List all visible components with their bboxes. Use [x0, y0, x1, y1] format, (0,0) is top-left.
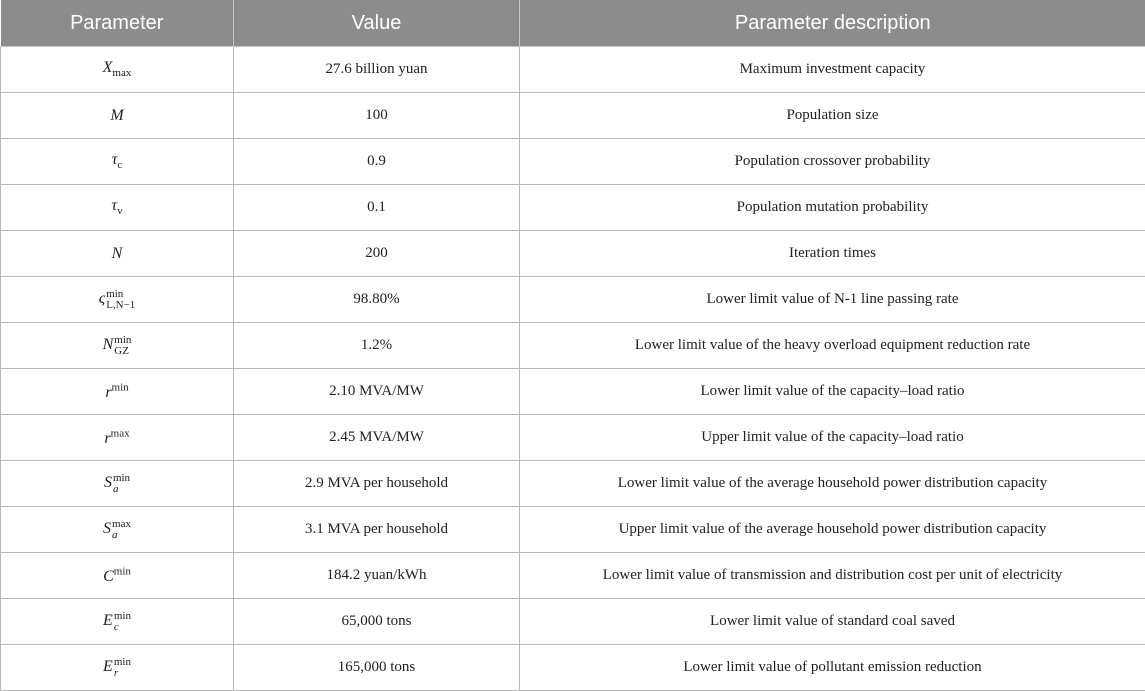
table-row — [1, 139, 1145, 185]
parameter-cell — [1, 645, 234, 691]
parameter-cell — [1, 369, 234, 415]
symbol-superscript: min — [106, 289, 135, 300]
value-cell: 165,000 tons — [234, 645, 520, 691]
parameter-cell — [1, 599, 234, 645]
table-row — [1, 461, 1145, 507]
table-row — [1, 645, 1145, 691]
symbol-base: S — [104, 474, 112, 491]
symbol-superscript: max — [112, 519, 131, 530]
description-cell: Upper limit value of the average household power distribution capacity — [520, 507, 1145, 553]
symbol-subscript: r — [114, 668, 131, 679]
symbol-base: τ — [111, 197, 117, 214]
description-cell: Upper limit value of the capacity–load ratio — [520, 415, 1145, 461]
symbol-base: ς — [99, 290, 106, 307]
symbol-subscript: c — [114, 622, 131, 633]
parameter-cell — [1, 415, 234, 461]
table-row — [1, 93, 1145, 139]
symbol-superscript: min — [112, 381, 129, 393]
description-cell: Lower limit value of standard coal saved — [520, 599, 1145, 645]
parameter-cell — [1, 231, 234, 277]
parameter-symbol — [103, 612, 131, 629]
symbol-superscript: max — [111, 427, 130, 439]
parameter-cell — [1, 185, 234, 231]
parameter-symbol — [103, 658, 131, 675]
parameter-cell — [1, 507, 234, 553]
parameter-symbol — [105, 384, 128, 401]
description-cell: Population crossover probability — [520, 139, 1145, 185]
value-cell: 2.10 MVA/MW — [234, 369, 520, 415]
description-cell: Lower limit value of the capacity–load ratio — [520, 369, 1145, 415]
symbol-scripts — [114, 611, 131, 633]
description-cell: Lower limit value of the average household power distribution capacity — [520, 461, 1145, 507]
table-row — [1, 231, 1145, 277]
value-cell: 184.2 yuan/kWh — [234, 553, 520, 599]
description-cell: Population mutation probability — [520, 185, 1145, 231]
parameter-symbol — [104, 474, 130, 491]
symbol-superscript: min — [114, 657, 131, 668]
value-cell: 0.1 — [234, 185, 520, 231]
symbol-base: E — [103, 658, 113, 675]
header-description: Parameter description — [520, 0, 1145, 47]
symbol-base: C — [103, 568, 114, 585]
symbol-scripts — [114, 335, 131, 357]
header-row — [1, 0, 1145, 47]
parameter-cell — [1, 553, 234, 599]
parameter-symbol — [103, 59, 132, 76]
parameter-symbol — [110, 107, 123, 124]
symbol-subscript: c — [117, 160, 122, 172]
parameter-cell — [1, 139, 234, 185]
symbol-superscript: min — [114, 611, 131, 622]
parameter-symbol — [103, 336, 132, 353]
table-header — [1, 0, 1145, 47]
symbol-subscript: GZ — [114, 346, 131, 357]
parameter-cell — [1, 93, 234, 139]
symbol-superscript: min — [114, 565, 131, 577]
value-cell: 100 — [234, 93, 520, 139]
symbol-scripts — [114, 657, 131, 679]
symbol-scripts — [113, 473, 130, 495]
symbol-subscript: L,N−1 — [106, 300, 135, 311]
symbol-base: r — [104, 430, 110, 447]
value-cell: 0.9 — [234, 139, 520, 185]
table-row — [1, 277, 1145, 323]
symbol-base: E — [103, 612, 113, 629]
symbol-superscript: min — [113, 473, 130, 484]
symbol-subscript: v — [117, 206, 123, 218]
value-cell: 27.6 billion yuan — [234, 47, 520, 93]
parameter-symbol — [112, 245, 123, 262]
table-row — [1, 323, 1145, 369]
table-row — [1, 599, 1145, 645]
symbol-base: N — [103, 336, 114, 353]
table-row — [1, 553, 1145, 599]
description-cell: Lower limit value of N-1 line passing rate — [520, 277, 1145, 323]
parameter-cell — [1, 277, 234, 323]
symbol-base: X — [103, 59, 113, 76]
table-row — [1, 185, 1145, 231]
description-cell: Lower limit value of the heavy overload equipment reduction rate — [520, 323, 1145, 369]
symbol-base: r — [105, 384, 111, 401]
symbol-scripts — [106, 289, 135, 311]
description-cell: Iteration times — [520, 231, 1145, 277]
symbol-subscript: max — [112, 68, 131, 80]
parameter-cell — [1, 47, 234, 93]
parameter-symbol — [103, 520, 131, 537]
symbol-base: M — [110, 107, 123, 124]
table-body — [1, 47, 1145, 691]
description-cell: Population size — [520, 93, 1145, 139]
value-cell: 1.2% — [234, 323, 520, 369]
description-cell: Lower limit value of pollutant emission reduction — [520, 645, 1145, 691]
parameter-symbol — [99, 290, 136, 307]
symbol-subscript: a — [112, 530, 131, 541]
value-cell: 98.80% — [234, 277, 520, 323]
value-cell: 3.1 MVA per household — [234, 507, 520, 553]
value-cell: 200 — [234, 231, 520, 277]
value-cell: 2.45 MVA/MW — [234, 415, 520, 461]
table-row — [1, 507, 1145, 553]
symbol-scripts — [112, 519, 131, 541]
symbol-base: τ — [112, 151, 118, 168]
symbol-superscript: min — [114, 335, 131, 346]
symbol-base: N — [112, 245, 123, 262]
parameter-cell — [1, 323, 234, 369]
symbol-base: S — [103, 520, 111, 537]
header-parameter: Parameter — [1, 0, 234, 47]
table-row — [1, 369, 1145, 415]
table-row — [1, 415, 1145, 461]
table-row — [1, 47, 1145, 93]
parameter-symbol — [112, 151, 123, 168]
symbol-subscript: a — [113, 484, 130, 495]
description-cell: Lower limit value of transmission and distribution cost per unit of electricity — [520, 553, 1145, 599]
header-value: Value — [234, 0, 520, 47]
parameter-symbol — [111, 197, 122, 214]
parameter-symbol — [103, 568, 131, 585]
parameter-symbol — [104, 430, 129, 447]
value-cell: 2.9 MVA per household — [234, 461, 520, 507]
value-cell: 65,000 tons — [234, 599, 520, 645]
description-cell: Maximum investment capacity — [520, 47, 1145, 93]
parameter-cell — [1, 461, 234, 507]
